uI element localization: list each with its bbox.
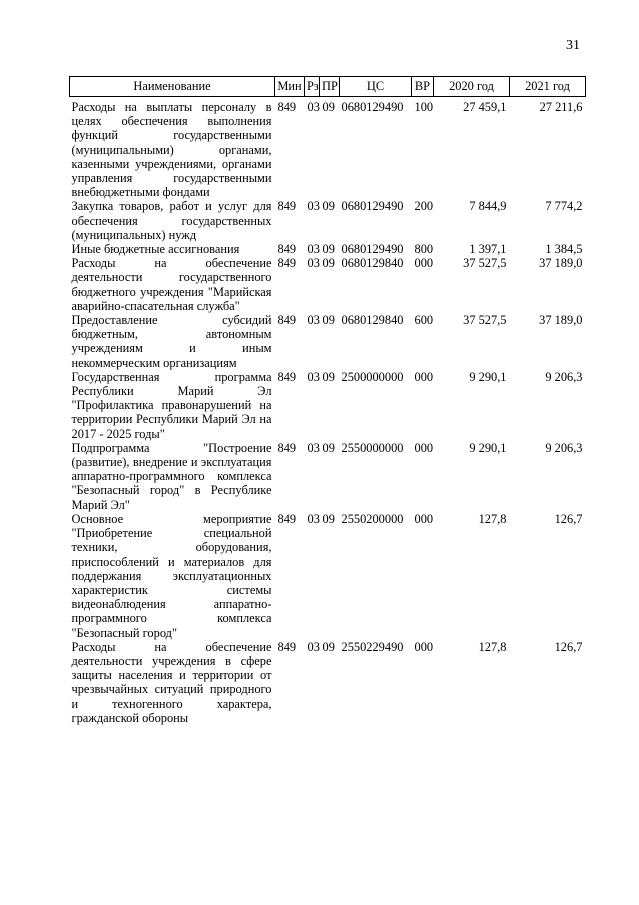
table-row — [70, 441, 586, 512]
row-2021: 7 774,2 — [545, 199, 583, 214]
row-vr: 000 — [414, 369, 434, 384]
table-row — [70, 97, 586, 200]
row-min: 849 — [277, 256, 297, 271]
row-pr: 09 — [322, 639, 335, 654]
row-rz: 03 — [307, 256, 320, 271]
row-min: 849 — [277, 639, 297, 654]
row-2020: 1 397,1 — [469, 242, 507, 257]
row-pr: 09 — [322, 313, 335, 328]
row-vr: 100 — [414, 100, 434, 114]
row-cs: 2550229490 — [341, 639, 404, 654]
row-cs: 0680129840 — [341, 313, 404, 328]
row-pr: 09 — [322, 511, 335, 526]
table-row — [70, 640, 586, 725]
table-header-row — [70, 77, 586, 97]
row-name: Подпрограмма "Построение (развитие), внедрение и эксплуатация аппаратно-программного комплекса "Безопасный город" в Республике Марий Эл" — [71, 440, 272, 512]
row-rz: 03 — [307, 313, 320, 328]
row-rz: 03 — [307, 242, 320, 257]
header-vr: ВР — [412, 77, 434, 97]
row-min: 849 — [277, 313, 297, 328]
row-cs: 2550200000 — [341, 511, 404, 526]
row-name: Основное мероприятие "Приобретение специальной техники, оборудования, приспособлений и материалов для поддержания эксплуатационных характеристик системы видеонаблюдения аппаратно-программного комплекса "Безопасный город" — [71, 511, 272, 640]
row-vr: 800 — [414, 242, 434, 257]
row-name: Расходы на выплаты персоналу в целях обеспечения выполнения функций государственными (муниципальными) органами, казенными учреждениями, органами управления государственными внебюджетными фондами — [71, 100, 272, 200]
row-2021: 37 189,0 — [539, 256, 583, 271]
row-2020: 37 527,5 — [463, 313, 507, 328]
header-year-2021: 2021 год — [510, 77, 586, 97]
row-vr: 200 — [414, 199, 434, 214]
row-cs: 0680129840 — [341, 256, 404, 271]
row-vr: 000 — [414, 639, 434, 654]
row-2020: 27 459,1 — [463, 100, 507, 114]
row-min: 849 — [277, 199, 297, 214]
row-vr: 600 — [414, 313, 434, 328]
row-cs: 0680129490 — [341, 100, 404, 114]
row-2021: 37 189,0 — [539, 313, 583, 328]
row-2020: 37 527,5 — [463, 256, 507, 271]
row-cs: 0680129490 — [341, 199, 404, 214]
row-name: Закупка товаров, работ и услуг для обеспечения государственных (муниципальных) нужд — [71, 199, 272, 242]
row-vr: 000 — [414, 256, 434, 271]
row-min: 849 — [277, 369, 297, 384]
row-min: 849 — [277, 440, 297, 455]
row-vr: 000 — [414, 511, 434, 526]
table-row — [70, 313, 586, 370]
row-2020: 9 290,1 — [469, 369, 507, 384]
row-rz: 03 — [307, 100, 320, 114]
row-pr: 09 — [322, 440, 335, 455]
table-row — [70, 370, 586, 441]
row-rz: 03 — [307, 511, 320, 526]
row-rz: 03 — [307, 639, 320, 654]
row-name: Расходы на обеспечение деятельности государственного бюджетного учреждения "Марийская аварийно-спасательная служба" — [71, 256, 272, 313]
row-2020: 127,8 — [478, 639, 507, 654]
row-pr: 09 — [322, 242, 335, 257]
row-2021: 27 211,6 — [539, 100, 583, 114]
header-rz: Рз — [305, 77, 320, 97]
row-vr: 000 — [414, 440, 434, 455]
row-pr: 09 — [322, 100, 335, 114]
row-pr: 09 — [322, 369, 335, 384]
row-name: Расходы на обеспечение деятельности учреждения в сфере защиты населения и территории от чрезвычайных ситуаций природного и техногенного характера, гражданской обороны — [71, 639, 272, 725]
row-cs: 2500000000 — [341, 369, 404, 384]
table-row — [70, 256, 586, 313]
row-pr: 09 — [322, 199, 335, 214]
row-2020: 7 844,9 — [469, 199, 507, 214]
row-min: 849 — [277, 242, 297, 257]
row-name: Предоставление субсидий бюджетным, автономным учреждениям и иным некоммерческим организациям — [71, 313, 272, 370]
row-2020: 9 290,1 — [469, 440, 507, 455]
row-rz: 03 — [307, 369, 320, 384]
page-number: 31 — [566, 38, 580, 53]
row-name: Государственная программа Республики Марий Эл "Профилактика правонарушений на территории Республики Марий Эл на 2017 - 2025 годы" — [71, 369, 272, 441]
table-row — [70, 242, 586, 256]
header-name: Наименование — [70, 77, 275, 97]
row-2021: 126,7 — [554, 639, 583, 654]
row-2021: 1 384,5 — [545, 242, 583, 257]
budget-table — [69, 76, 586, 725]
header-min: Мин — [275, 77, 305, 97]
row-2021: 9 206,3 — [545, 440, 583, 455]
row-cs: 0680129490 — [341, 242, 404, 257]
row-min: 849 — [277, 100, 297, 114]
row-2021: 126,7 — [554, 511, 583, 526]
row-2021: 9 206,3 — [545, 369, 583, 384]
row-name: Иные бюджетные ассигнования — [71, 242, 240, 257]
row-rz: 03 — [307, 199, 320, 214]
row-2020: 127,8 — [478, 511, 507, 526]
row-min: 849 — [277, 511, 297, 526]
header-year-2020: 2020 год — [434, 77, 510, 97]
table-row — [70, 512, 586, 640]
header-cs: ЦС — [340, 77, 412, 97]
row-cs: 2550000000 — [341, 440, 404, 455]
row-rz: 03 — [307, 440, 320, 455]
row-pr: 09 — [322, 256, 335, 271]
table-row — [70, 199, 586, 242]
header-pr: ПР — [320, 77, 340, 97]
